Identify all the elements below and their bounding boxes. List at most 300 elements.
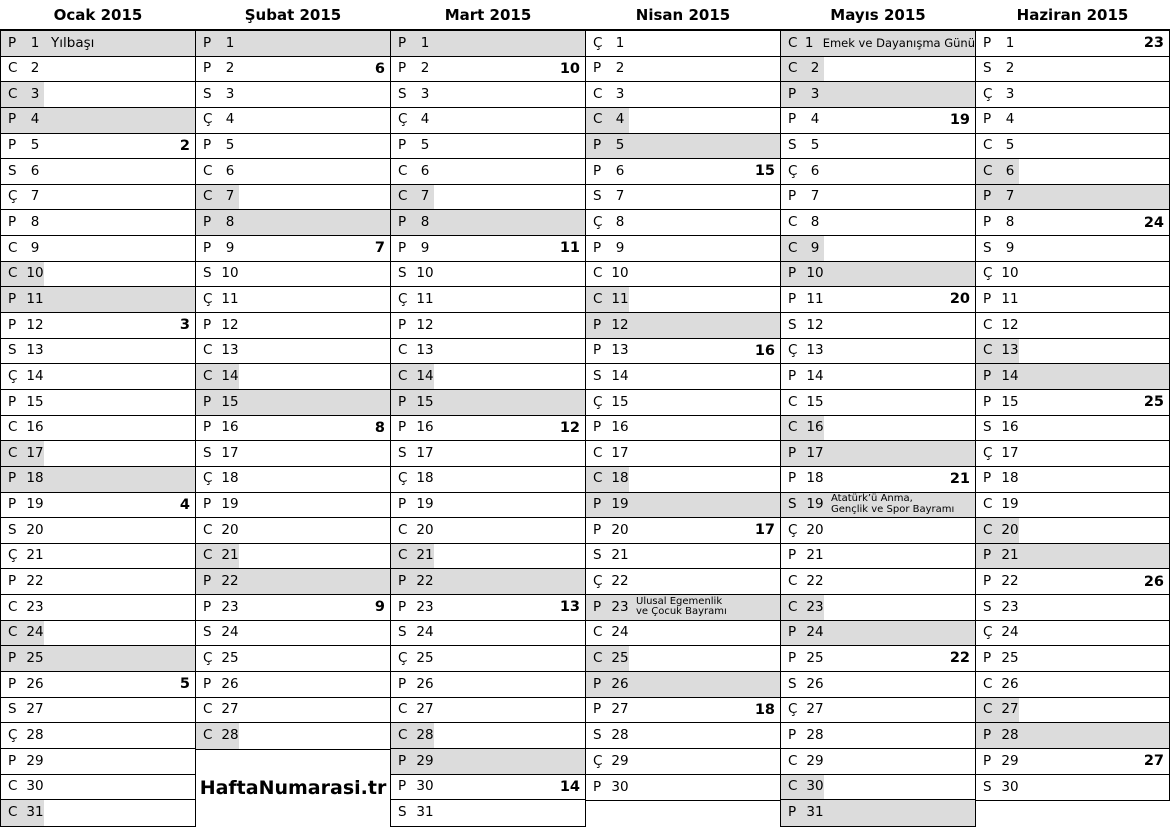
weekday-letter: P <box>788 85 797 102</box>
day-number: 8 <box>615 214 625 231</box>
day-number: 3 <box>30 85 40 102</box>
day-row <box>586 723 780 749</box>
day-row <box>976 210 1169 236</box>
weekday-letter: P <box>8 137 17 154</box>
day-row <box>976 185 1169 211</box>
day-row <box>196 390 390 416</box>
day-row <box>976 82 1169 108</box>
weekday-letter: Ç <box>593 214 603 231</box>
weekday-letter: S <box>983 419 992 436</box>
day-row <box>781 416 975 442</box>
day-number: 28 <box>416 726 434 743</box>
day-row <box>1 57 195 83</box>
weekday-letter: C <box>788 573 798 590</box>
week-number: 19 <box>949 111 970 128</box>
day-number: 11 <box>416 290 434 307</box>
weekday-letter: P <box>398 239 407 256</box>
weekday-letter: P <box>8 34 17 51</box>
weekday-letter: P <box>788 804 797 821</box>
day-row <box>391 210 585 236</box>
day-number: 14 <box>26 367 44 384</box>
weekday-letter: P <box>983 214 992 231</box>
day-row <box>781 467 975 493</box>
day-number: 30 <box>26 778 44 795</box>
day-number: 6 <box>30 162 40 179</box>
day-row <box>976 698 1169 724</box>
day-number: 11 <box>26 290 44 307</box>
weekday-letter: Ç <box>398 290 408 307</box>
day-number: 31 <box>416 804 434 821</box>
day-number: 9 <box>420 239 430 256</box>
day-number: 6 <box>615 162 625 179</box>
day-number: 28 <box>806 726 824 743</box>
day-number: 8 <box>30 214 40 231</box>
month-column-4 <box>585 0 781 827</box>
day-row <box>391 775 585 801</box>
month-title: Mart 2015 <box>444 5 532 24</box>
weekday-letter: C <box>983 162 993 179</box>
weekday-letter: Ç <box>593 573 603 590</box>
weekday-letter: S <box>8 342 17 359</box>
day-number: 30 <box>611 778 629 795</box>
weekday-letter: Ç <box>8 547 18 564</box>
day-row <box>391 441 585 467</box>
day-row <box>781 236 975 262</box>
day-number: 8 <box>1005 214 1015 231</box>
weekday-letter: P <box>788 444 797 461</box>
weekday-letter: P <box>788 265 797 282</box>
day-number: 17 <box>221 444 239 461</box>
weekday-letter: S <box>788 675 797 692</box>
day-row <box>976 518 1169 544</box>
weekday-letter: Ç <box>983 85 993 102</box>
weekday-letter: P <box>398 316 407 333</box>
week-number: 14 <box>559 778 580 795</box>
day-number: 2 <box>420 60 430 77</box>
day-number: 29 <box>806 752 824 769</box>
day-row <box>781 698 975 724</box>
day-row <box>1 134 195 160</box>
weekday-letter: P <box>203 34 212 51</box>
day-number: 27 <box>806 701 824 718</box>
day-row <box>586 672 780 698</box>
weekday-letter: C <box>203 342 213 359</box>
day-number: 28 <box>1001 726 1019 743</box>
weekday-letter: S <box>983 778 992 795</box>
day-number: 3 <box>810 85 820 102</box>
weekday-letter: P <box>983 752 992 769</box>
day-number: 27 <box>221 701 239 718</box>
day-number: 10 <box>611 265 629 282</box>
day-number: 2 <box>1005 60 1015 77</box>
day-row <box>1 210 195 236</box>
day-number: 19 <box>806 496 824 513</box>
day-row <box>1 339 195 365</box>
day-number: 27 <box>1001 701 1019 718</box>
day-number: 25 <box>221 649 239 666</box>
day-number: 13 <box>611 342 629 359</box>
weekday-letter: S <box>203 624 212 641</box>
day-row <box>586 108 780 134</box>
day-number: 16 <box>416 419 434 436</box>
day-row <box>781 723 975 749</box>
day-row <box>391 672 585 698</box>
day-row <box>586 364 780 390</box>
day-row <box>1 544 195 570</box>
week-number: 4 <box>179 496 190 513</box>
weekday-letter: P <box>398 214 407 231</box>
day-row <box>781 544 975 570</box>
day-number: 23 <box>26 598 44 615</box>
day-number: 20 <box>416 521 434 538</box>
day-number: 29 <box>611 752 629 769</box>
week-number: 15 <box>754 163 775 180</box>
day-number: 10 <box>221 265 239 282</box>
day-row <box>586 775 780 801</box>
weekday-letter: P <box>398 60 407 77</box>
day-number: 21 <box>26 547 44 564</box>
month-filler <box>195 750 391 827</box>
day-row <box>976 159 1169 185</box>
day-number: 13 <box>416 342 434 359</box>
weekday-letter: S <box>203 265 212 282</box>
day-row <box>976 749 1169 775</box>
day-number: 24 <box>416 624 434 641</box>
week-number: 6 <box>374 60 385 77</box>
day-number: 11 <box>1001 290 1019 307</box>
weekday-letter: C <box>983 342 993 359</box>
weekday-letter: P <box>983 188 992 205</box>
day-number: 3 <box>615 85 625 102</box>
weekday-letter: P <box>983 393 992 410</box>
weekday-letter: S <box>593 726 602 743</box>
day-number: 20 <box>1001 521 1019 538</box>
day-row <box>1 467 195 493</box>
day-number: 5 <box>30 137 40 154</box>
day-number: 18 <box>221 470 239 487</box>
weekday-letter: P <box>398 778 407 795</box>
day-number: 25 <box>806 649 824 666</box>
day-number: 12 <box>1001 316 1019 333</box>
day-number: 6 <box>810 162 820 179</box>
day-row <box>1 82 195 108</box>
weekday-letter: C <box>203 162 213 179</box>
day-row <box>391 698 585 724</box>
weekday-letter: S <box>8 521 17 538</box>
weekday-letter: P <box>593 60 602 77</box>
weekday-letter: S <box>788 137 797 154</box>
day-grid <box>195 29 391 750</box>
day-row <box>391 185 585 211</box>
day-number: 16 <box>26 419 44 436</box>
weekday-letter: Ç <box>398 470 408 487</box>
day-row <box>391 749 585 775</box>
day-row <box>1 672 195 698</box>
day-row <box>1 646 195 672</box>
weekday-letter: S <box>398 444 407 461</box>
day-row <box>586 339 780 365</box>
day-number: 7 <box>810 188 820 205</box>
day-grid <box>0 29 196 827</box>
day-row <box>586 236 780 262</box>
day-row <box>781 82 975 108</box>
day-number: 20 <box>26 521 44 538</box>
weekday-letter: P <box>788 367 797 384</box>
day-grid <box>780 29 976 827</box>
day-row <box>586 134 780 160</box>
day-number: 2 <box>615 60 625 77</box>
day-row <box>586 544 780 570</box>
weekday-letter: P <box>788 649 797 666</box>
day-row <box>586 698 780 724</box>
day-row <box>976 467 1169 493</box>
month-column-3 <box>390 0 586 827</box>
weekday-letter: P <box>593 496 602 513</box>
weekday-letter: P <box>203 573 212 590</box>
weekday-letter: Ç <box>593 752 603 769</box>
day-row <box>1 749 195 775</box>
weekday-letter: Ç <box>983 265 993 282</box>
day-row <box>976 390 1169 416</box>
day-row <box>781 569 975 595</box>
day-row <box>1 236 195 262</box>
weekday-letter: C <box>593 111 603 128</box>
month-title: Haziran 2015 <box>1016 5 1129 24</box>
day-row <box>781 441 975 467</box>
day-number: 4 <box>810 111 820 128</box>
day-number: 24 <box>806 624 824 641</box>
day-row <box>976 364 1169 390</box>
day-number: 23 <box>221 598 239 615</box>
weekday-letter: C <box>398 701 408 718</box>
weekday-letter: C <box>983 496 993 513</box>
week-number: 12 <box>559 419 580 436</box>
day-number: 26 <box>1001 675 1019 692</box>
day-number: 24 <box>611 624 629 641</box>
day-row <box>586 262 780 288</box>
day-number: 20 <box>611 521 629 538</box>
day-number: 21 <box>806 547 824 564</box>
day-row <box>196 518 390 544</box>
day-number: 31 <box>806 804 824 821</box>
week-number: 9 <box>374 599 385 616</box>
day-row <box>976 108 1169 134</box>
weekday-letter: S <box>788 316 797 333</box>
day-number: 4 <box>420 111 430 128</box>
day-number: 9 <box>810 239 820 256</box>
day-row <box>976 493 1169 519</box>
day-row <box>976 287 1169 313</box>
day-number: 24 <box>26 624 44 641</box>
weekday-letter: C <box>593 85 603 102</box>
day-row <box>1 313 195 339</box>
month-column-5 <box>780 0 976 827</box>
weekday-letter: P <box>8 316 17 333</box>
day-number: 25 <box>611 649 629 666</box>
day-row <box>586 287 780 313</box>
weekday-letter: S <box>203 85 212 102</box>
day-number: 15 <box>611 393 629 410</box>
day-row <box>976 313 1169 339</box>
day-row <box>976 262 1169 288</box>
day-grid <box>975 29 1170 801</box>
day-row <box>196 493 390 519</box>
day-number: 9 <box>1005 239 1015 256</box>
month-column-1 <box>0 0 196 827</box>
day-row <box>391 31 585 57</box>
day-row <box>781 134 975 160</box>
weekday-letter: S <box>788 496 797 513</box>
day-row <box>196 723 390 749</box>
weekday-letter: C <box>593 265 603 282</box>
weekday-letter: P <box>593 598 602 615</box>
day-row <box>781 646 975 672</box>
day-number: 29 <box>26 752 44 769</box>
day-grid <box>585 29 781 801</box>
day-row <box>781 313 975 339</box>
weekday-letter: C <box>398 162 408 179</box>
holiday-label: Yılbaşı <box>51 34 95 51</box>
day-number: 28 <box>611 726 629 743</box>
day-row <box>1 698 195 724</box>
day-row <box>1 621 195 647</box>
day-number: 10 <box>26 265 44 282</box>
weekday-letter: P <box>983 470 992 487</box>
day-row <box>781 57 975 83</box>
weekday-letter: C <box>398 367 408 384</box>
weekday-letter: Ç <box>203 470 213 487</box>
day-row <box>586 210 780 236</box>
weekday-letter: C <box>203 367 213 384</box>
day-row <box>781 287 975 313</box>
day-number: 17 <box>806 444 824 461</box>
weekday-letter: S <box>983 598 992 615</box>
day-number: 19 <box>26 496 44 513</box>
weekday-letter: P <box>788 111 797 128</box>
day-number: 28 <box>221 727 239 744</box>
month-title: Şubat 2015 <box>244 5 342 24</box>
weekday-letter: P <box>398 137 407 154</box>
weekday-letter: C <box>203 701 213 718</box>
day-row <box>391 569 585 595</box>
weekday-letter: P <box>8 290 17 307</box>
day-number: 4 <box>225 111 235 128</box>
day-row <box>391 723 585 749</box>
day-row <box>586 57 780 83</box>
week-number: 10 <box>559 60 580 77</box>
day-row <box>586 82 780 108</box>
weekday-letter: S <box>593 367 602 384</box>
day-row <box>976 595 1169 621</box>
day-number: 26 <box>221 675 239 692</box>
day-row <box>196 416 390 442</box>
day-number: 22 <box>806 573 824 590</box>
weekday-letter: P <box>8 496 17 513</box>
day-number: 12 <box>26 316 44 333</box>
day-row <box>781 775 975 801</box>
day-number: 7 <box>30 188 40 205</box>
day-row <box>781 390 975 416</box>
day-number: 22 <box>1001 573 1019 590</box>
day-number: 18 <box>26 470 44 487</box>
week-number: 20 <box>949 291 970 308</box>
day-number: 20 <box>221 521 239 538</box>
day-number: 22 <box>416 573 434 590</box>
day-row <box>391 82 585 108</box>
day-number: 2 <box>30 60 40 77</box>
week-number: 5 <box>179 676 190 693</box>
weekday-letter: P <box>398 419 407 436</box>
day-number: 31 <box>26 804 44 821</box>
day-row <box>391 544 585 570</box>
day-grid <box>390 29 586 827</box>
weekday-letter: Ç <box>983 444 993 461</box>
weekday-letter: Ç <box>788 162 798 179</box>
day-row <box>586 31 780 57</box>
day-row <box>976 723 1169 749</box>
day-number: 25 <box>416 649 434 666</box>
day-number: 9 <box>30 239 40 256</box>
day-row <box>196 339 390 365</box>
weekday-letter: S <box>8 701 17 718</box>
day-number: 13 <box>26 342 44 359</box>
day-number: 18 <box>806 470 824 487</box>
day-number: 26 <box>806 675 824 692</box>
weekday-letter: C <box>788 778 798 795</box>
weekday-letter: P <box>593 316 602 333</box>
weekday-letter: Ç <box>398 111 408 128</box>
weekday-letter: C <box>593 649 603 666</box>
week-number: 21 <box>949 470 970 487</box>
day-number: 13 <box>1001 342 1019 359</box>
weekday-letter: P <box>983 111 992 128</box>
weekday-letter: Ç <box>8 188 18 205</box>
day-row <box>976 339 1169 365</box>
weekday-letter: C <box>203 521 213 538</box>
weekday-letter: C <box>398 188 408 205</box>
day-number: 27 <box>416 701 434 718</box>
day-number: 14 <box>611 367 629 384</box>
day-number: 5 <box>615 137 625 154</box>
day-number: 16 <box>1001 419 1019 436</box>
week-number: 25 <box>1143 394 1164 411</box>
day-number: 26 <box>26 675 44 692</box>
weekday-letter: P <box>398 34 407 51</box>
day-row <box>1 569 195 595</box>
day-number: 3 <box>420 85 430 102</box>
weekday-letter: C <box>788 598 798 615</box>
day-number: 25 <box>26 649 44 666</box>
day-row <box>196 108 390 134</box>
day-number: 9 <box>225 239 235 256</box>
day-number: 11 <box>221 290 239 307</box>
day-number: 21 <box>416 547 434 564</box>
weekday-letter: C <box>398 547 408 564</box>
day-number: 27 <box>611 701 629 718</box>
day-number: 4 <box>30 111 40 128</box>
day-row <box>391 236 585 262</box>
weekday-letter: S <box>983 60 992 77</box>
day-row <box>196 569 390 595</box>
day-number: 14 <box>221 367 239 384</box>
day-row <box>196 159 390 185</box>
weekday-letter: C <box>788 214 798 231</box>
weekday-letter: P <box>398 496 407 513</box>
day-row <box>781 108 975 134</box>
week-number: 2 <box>179 137 190 154</box>
day-number: 23 <box>1001 598 1019 615</box>
day-row <box>196 31 390 57</box>
